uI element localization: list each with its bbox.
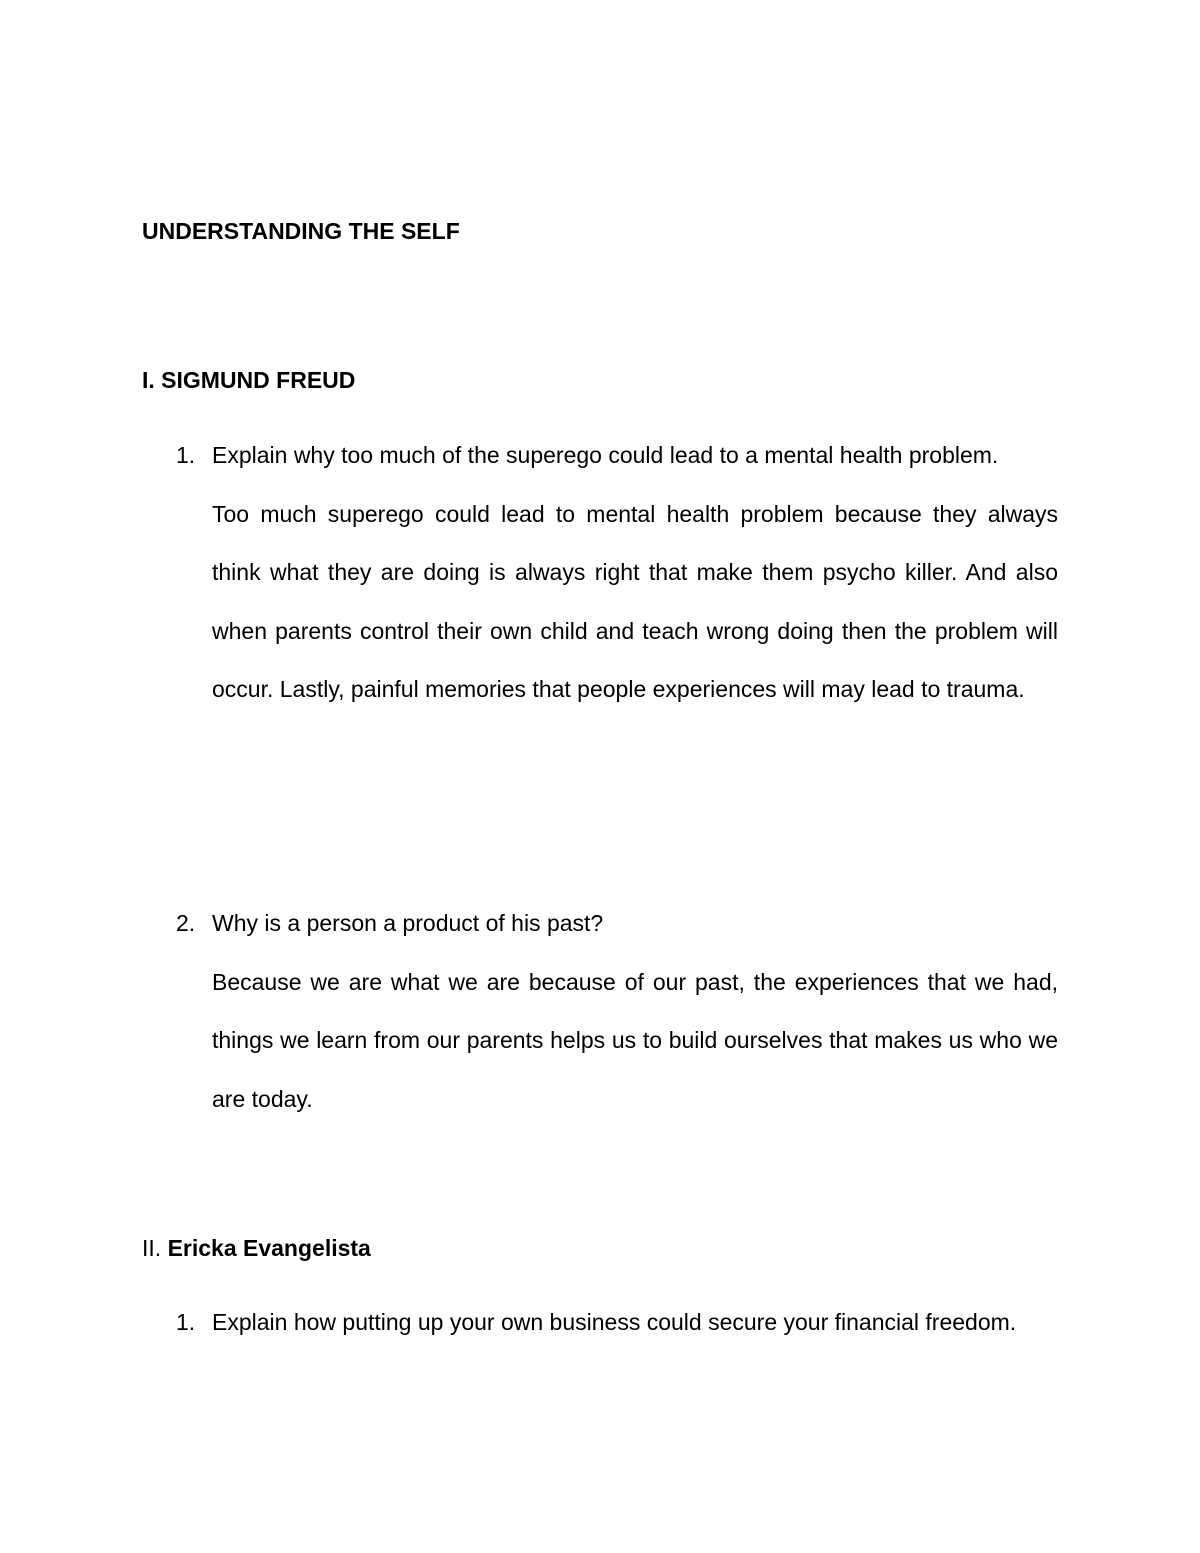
question-text: Explain how putting up your own business could secure your financial freedom. <box>212 1309 1017 1335</box>
question-block <box>176 1293 1058 1352</box>
question-number: 1. <box>176 442 196 468</box>
section-number: I. <box>142 367 155 393</box>
answer-text: Too much superego could lead to mental health problem because they always think what they are doing is always right that make them psycho killer. And also when parents control their own child and teach wrong doing then the problem will occur. Lastly, painful memories that people experiences will may lead to trauma. <box>212 500 1058 702</box>
document-title: UNDERSTANDING THE SELF <box>142 218 460 244</box>
question-number: 1. <box>176 1309 196 1335</box>
section-name: Ericka Evangelista <box>167 1235 371 1261</box>
question-text: Why is a person a product of his past? <box>212 910 604 936</box>
question-number: 2. <box>176 910 196 936</box>
question-block <box>176 426 1058 719</box>
answer-text: Because we are what we are because of our past, the experiences that we had, things we learn from our parents helps us to build ourselves that makes us who we are today. <box>212 968 1058 1112</box>
section-heading-evangelista <box>142 1233 371 1263</box>
question-text: Explain why too much of the superego could lead to a mental health problem. <box>212 442 999 468</box>
section-number: II. <box>142 1235 162 1261</box>
question-block <box>176 894 1058 1128</box>
section-heading-freud <box>142 365 355 395</box>
section-name: SIGMUND FREUD <box>161 367 356 393</box>
